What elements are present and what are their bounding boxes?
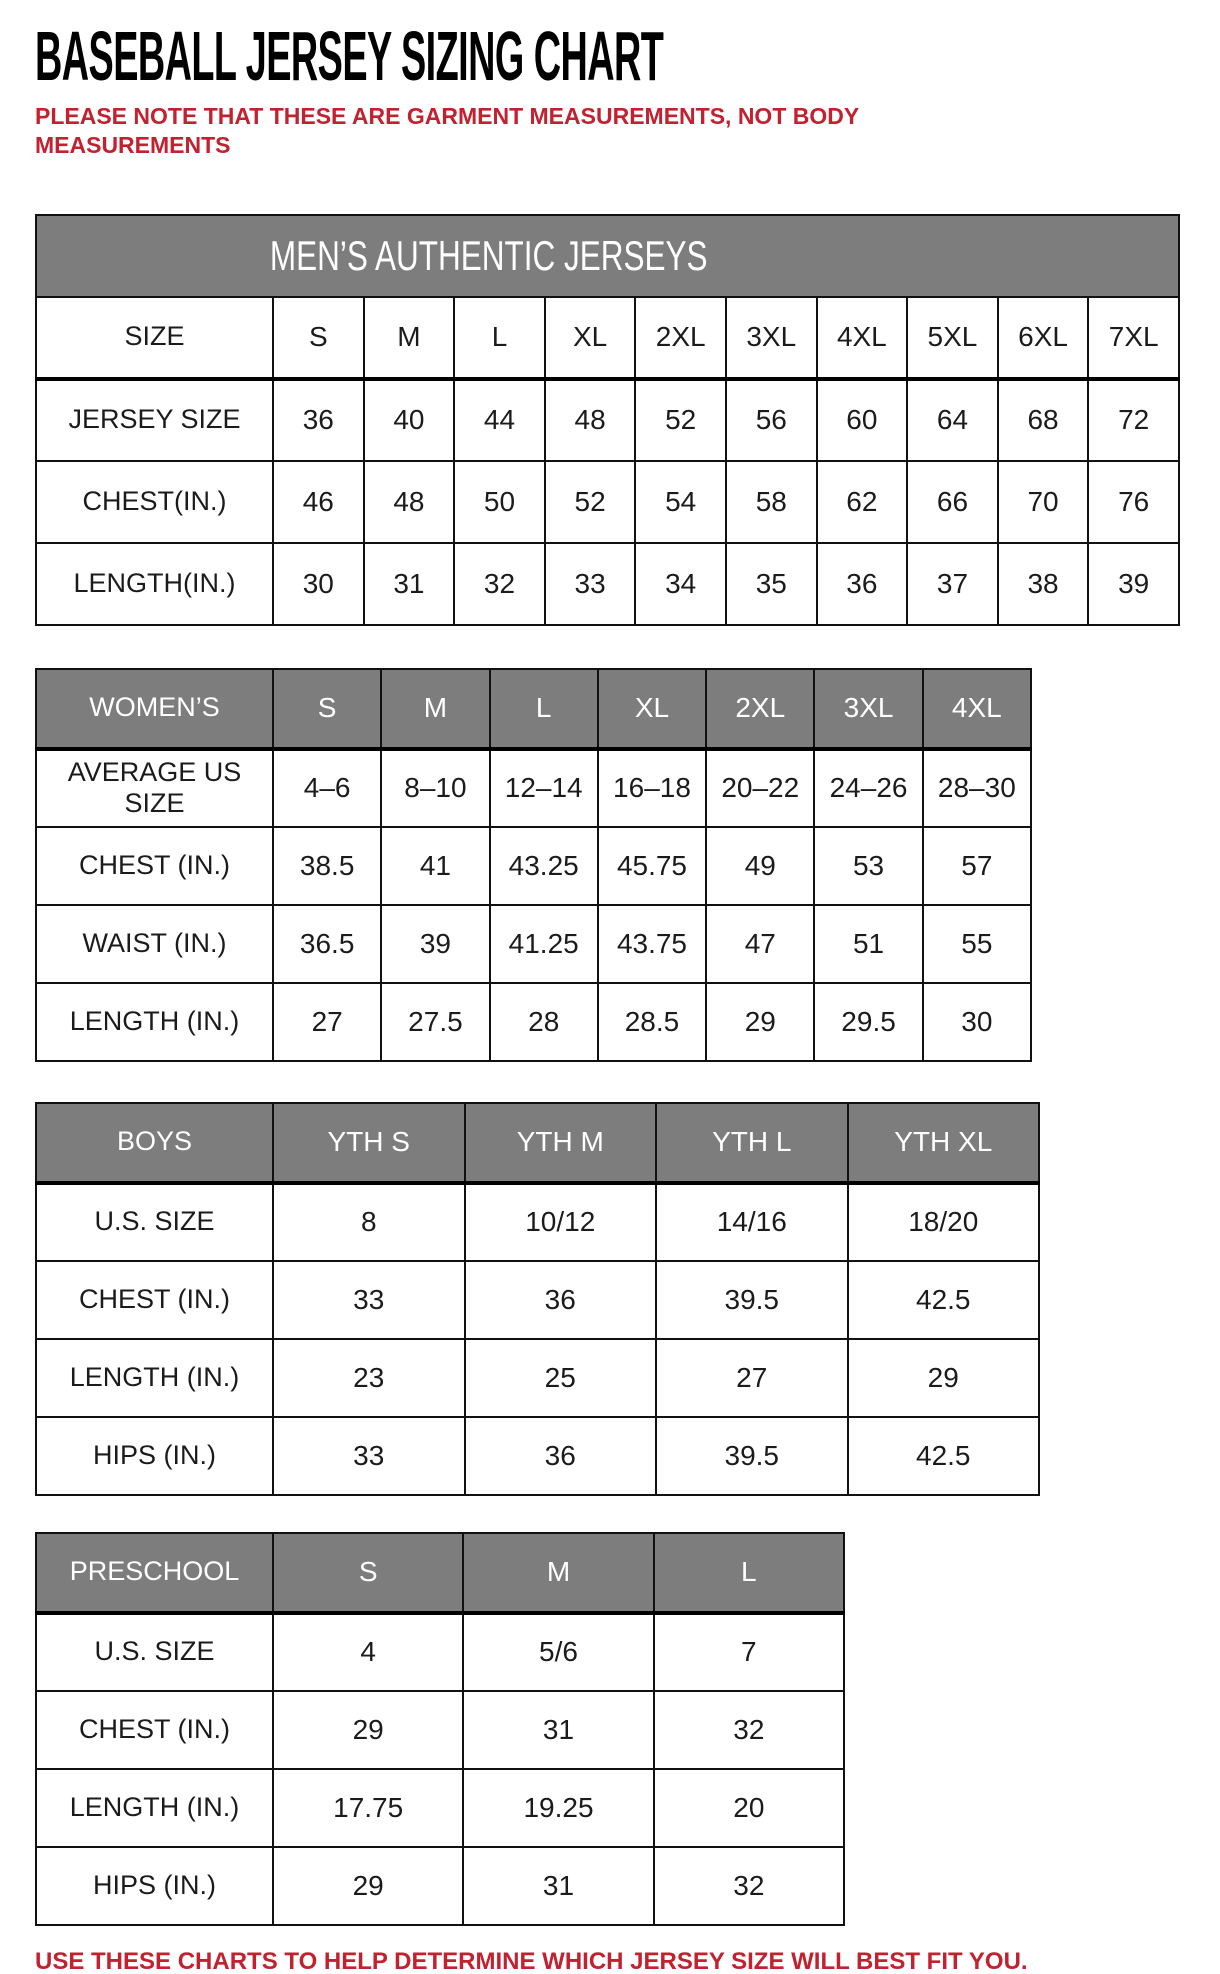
table-cell: 28–30 xyxy=(923,749,1031,827)
preschool-row-2 xyxy=(36,1769,844,1847)
row-label: LENGTH (IN.) xyxy=(36,1339,273,1417)
table-cell: 7XL xyxy=(1088,297,1179,379)
table-cell: 32 xyxy=(454,543,545,625)
garment-measurement-note: PLEASE NOTE THAT THESE ARE GARMENT MEASUREMENTS, NOT BODY MEASUREMENTS xyxy=(35,103,859,158)
table-cell: 20 xyxy=(654,1769,844,1847)
table-cell: 23 xyxy=(273,1339,465,1417)
row-label: CHEST (IN.) xyxy=(36,1261,273,1339)
table-cell: L xyxy=(454,297,545,379)
table-cell: 56 xyxy=(726,379,817,461)
column-header: L xyxy=(654,1533,844,1613)
table-cell: 38.5 xyxy=(273,827,381,905)
table-cell: 62 xyxy=(817,461,908,543)
table-cell: 18/20 xyxy=(848,1183,1040,1261)
women-row-0 xyxy=(36,749,1031,827)
table-cell: 48 xyxy=(545,379,636,461)
table-cell: 48 xyxy=(364,461,455,543)
table-cell: 28 xyxy=(490,983,598,1061)
table-cell: 35 xyxy=(726,543,817,625)
table-cell: 52 xyxy=(545,461,636,543)
table-cell: 24–26 xyxy=(814,749,922,827)
women-header-row xyxy=(36,669,1031,749)
boys-row-0 xyxy=(36,1183,1039,1261)
table-cell: 5XL xyxy=(907,297,998,379)
table-cell: 2XL xyxy=(635,297,726,379)
table-cell: 32 xyxy=(654,1691,844,1769)
table-cell: 50 xyxy=(454,461,545,543)
table-cell: 16–18 xyxy=(598,749,706,827)
table-cell: 39 xyxy=(1088,543,1179,625)
table-cell: 10/12 xyxy=(465,1183,657,1261)
table-cell: 32 xyxy=(654,1847,844,1925)
table-cell: 53 xyxy=(814,827,922,905)
boys-header-row xyxy=(36,1103,1039,1183)
table-cell: 37 xyxy=(907,543,998,625)
row-label: AVERAGE US SIZE xyxy=(36,749,273,827)
table-cell: 58 xyxy=(726,461,817,543)
table-cell: 66 xyxy=(907,461,998,543)
table-cell: 27 xyxy=(656,1339,848,1417)
table-banner-text: MEN’S AUTHENTIC JERSEYS xyxy=(270,231,708,279)
column-header: XL xyxy=(598,669,706,749)
preschool-sizing-table xyxy=(35,1532,845,1926)
table-cell: 3XL xyxy=(726,297,817,379)
table-cell: 45.75 xyxy=(598,827,706,905)
table-cell: 54 xyxy=(635,461,726,543)
table-cell: 33 xyxy=(545,543,636,625)
page-title-text: BASEBALL JERSEY SIZING CHART xyxy=(35,17,664,95)
row-label: LENGTH(IN.) xyxy=(36,543,273,625)
column-header: YTH XL xyxy=(848,1103,1040,1183)
table-cell: 17.75 xyxy=(273,1769,463,1847)
header-label: BOYS xyxy=(36,1103,273,1183)
boys-sizing-table xyxy=(35,1102,1040,1496)
table-cell: 47 xyxy=(706,905,814,983)
column-header: M xyxy=(463,1533,653,1613)
table-cell: 30 xyxy=(273,543,364,625)
table-cell: 46 xyxy=(273,461,364,543)
men-row-1 xyxy=(36,379,1179,461)
table-cell: 40 xyxy=(364,379,455,461)
table-cell: 52 xyxy=(635,379,726,461)
table-cell: 43.75 xyxy=(598,905,706,983)
table-cell: 70 xyxy=(998,461,1089,543)
table-cell: 31 xyxy=(463,1847,653,1925)
table-cell: 12–14 xyxy=(490,749,598,827)
table-cell: 39 xyxy=(381,905,489,983)
table-cell: 36 xyxy=(465,1417,657,1495)
table-cell: 41.25 xyxy=(490,905,598,983)
chart-usage-footer: USE THESE CHARTS TO HELP DETERMINE WHICH JERSEY SIZE WILL BEST FIT YOU. xyxy=(35,1947,1028,1974)
table-cell: 29.5 xyxy=(814,983,922,1061)
men-row-2 xyxy=(36,461,1179,543)
table-cell: 8–10 xyxy=(381,749,489,827)
table-cell: 29 xyxy=(706,983,814,1061)
women-row-3 xyxy=(36,983,1031,1061)
table-cell: 27.5 xyxy=(381,983,489,1061)
table-cell: 33 xyxy=(273,1261,465,1339)
table-cell: 28.5 xyxy=(598,983,706,1061)
row-label: WAIST (IN.) xyxy=(36,905,273,983)
table-cell: M xyxy=(364,297,455,379)
table-cell: 33 xyxy=(273,1417,465,1495)
mens-authentic-jerseys-table xyxy=(35,214,1180,626)
table-cell: 29 xyxy=(273,1847,463,1925)
preschool-row-1 xyxy=(36,1691,844,1769)
table-cell: 29 xyxy=(273,1691,463,1769)
boys-row-2 xyxy=(36,1339,1039,1417)
column-header: S xyxy=(273,1533,463,1613)
row-label: HIPS (IN.) xyxy=(36,1847,273,1925)
table-cell: 42.5 xyxy=(848,1417,1040,1495)
table-cell: 39.5 xyxy=(656,1417,848,1495)
table-cell: 25 xyxy=(465,1339,657,1417)
table-cell: 49 xyxy=(706,827,814,905)
women-row-2 xyxy=(36,905,1031,983)
column-header: YTH S xyxy=(273,1103,465,1183)
table-cell: 55 xyxy=(923,905,1031,983)
boys-row-1 xyxy=(36,1261,1039,1339)
row-label: HIPS (IN.) xyxy=(36,1417,273,1495)
row-label: CHEST (IN.) xyxy=(36,827,273,905)
table-cell: XL xyxy=(545,297,636,379)
table-cell: 36 xyxy=(817,543,908,625)
preschool-header-row xyxy=(36,1533,844,1613)
header-label: PRESCHOOL xyxy=(36,1533,273,1613)
table-cell: 29 xyxy=(848,1339,1040,1417)
table-cell: 8 xyxy=(273,1183,465,1261)
womens-sizing-table xyxy=(35,668,1032,1062)
men-row-3 xyxy=(36,543,1179,625)
table-cell: 31 xyxy=(364,543,455,625)
table-cell: 6XL xyxy=(998,297,1089,379)
table-cell: 7 xyxy=(654,1613,844,1691)
table-cell: S xyxy=(273,297,364,379)
header-label: WOMEN’S xyxy=(36,669,273,749)
table-cell: 14/16 xyxy=(656,1183,848,1261)
table-cell: 19.25 xyxy=(463,1769,653,1847)
men-banner-row xyxy=(36,215,1179,297)
women-row-1 xyxy=(36,827,1031,905)
table-cell: 51 xyxy=(814,905,922,983)
column-header: M xyxy=(381,669,489,749)
row-label: U.S. SIZE xyxy=(36,1183,273,1261)
table-cell: 36 xyxy=(465,1261,657,1339)
table-banner xyxy=(36,215,1179,297)
column-header: S xyxy=(273,669,381,749)
table-cell: 42.5 xyxy=(848,1261,1040,1339)
row-label: CHEST (IN.) xyxy=(36,1691,273,1769)
column-header: 4XL xyxy=(923,669,1031,749)
table-cell: 4–6 xyxy=(273,749,381,827)
row-label: U.S. SIZE xyxy=(36,1613,273,1691)
table-cell: 76 xyxy=(1088,461,1179,543)
preschool-row-0 xyxy=(36,1613,844,1691)
table-cell: 64 xyxy=(907,379,998,461)
table-cell: 57 xyxy=(923,827,1031,905)
row-label: CHEST(IN.) xyxy=(36,461,273,543)
table-cell: 36 xyxy=(273,379,364,461)
table-cell: 72 xyxy=(1088,379,1179,461)
table-cell: 27 xyxy=(273,983,381,1061)
column-header: YTH M xyxy=(465,1103,657,1183)
column-header: 2XL xyxy=(706,669,814,749)
page-title xyxy=(0,0,1220,96)
table-cell: 68 xyxy=(998,379,1089,461)
table-cell: 38 xyxy=(998,543,1089,625)
table-cell: 4XL xyxy=(817,297,908,379)
table-cell: 30 xyxy=(923,983,1031,1061)
table-cell: 4 xyxy=(273,1613,463,1691)
column-header: L xyxy=(490,669,598,749)
table-cell: 36.5 xyxy=(273,905,381,983)
table-cell: 39.5 xyxy=(656,1261,848,1339)
men-row-0 xyxy=(36,297,1179,379)
row-label: JERSEY SIZE xyxy=(36,379,273,461)
table-cell: 5/6 xyxy=(463,1613,653,1691)
boys-row-3 xyxy=(36,1417,1039,1495)
table-cell: 60 xyxy=(817,379,908,461)
preschool-row-3 xyxy=(36,1847,844,1925)
table-cell: 31 xyxy=(463,1691,653,1769)
table-cell: 34 xyxy=(635,543,726,625)
table-cell: 44 xyxy=(454,379,545,461)
column-header: YTH L xyxy=(656,1103,848,1183)
table-cell: 41 xyxy=(381,827,489,905)
row-label: LENGTH (IN.) xyxy=(36,1769,273,1847)
table-cell: 43.25 xyxy=(490,827,598,905)
row-label: LENGTH (IN.) xyxy=(36,983,273,1061)
column-header: 3XL xyxy=(814,669,922,749)
table-cell: 20–22 xyxy=(706,749,814,827)
row-label: SIZE xyxy=(36,297,273,379)
